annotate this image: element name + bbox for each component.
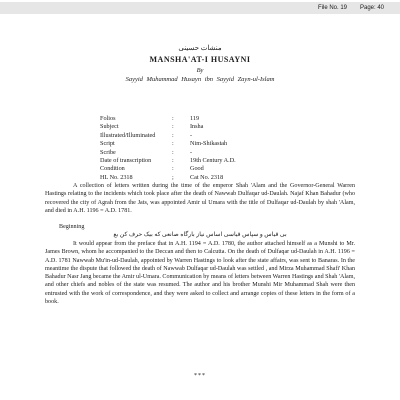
metadata-row bbox=[100, 140, 320, 148]
metadata-separator: : bbox=[172, 156, 174, 164]
metadata-value: 119 bbox=[190, 115, 200, 122]
metadata-label: Scribe bbox=[100, 148, 116, 156]
author-name: Sayyid Muhammad Husayn ibn Sayyid Zayn-ul-Islam bbox=[125, 76, 275, 83]
metadata-label: Subject bbox=[100, 123, 119, 131]
metadata-label: Illustrated/Illuminated bbox=[100, 131, 156, 139]
metadata-separator: ; bbox=[172, 173, 174, 181]
metadata-row bbox=[100, 165, 320, 173]
description-paragraph: A collection of letters written during the time of the emperor Shah 'Alam and the Governor-General Warren Hastings relating to the incidents which took place after the death of Nawwab Dulfaqar ud-Daulah. Najaf Khan Bahadur (who recovered the city of Agrah from the Jats, was appointed Amir ul Umara with the title of Dulfaqar ud-Daulah by shah 'Alam, and died in A.H. 1196 = A.D. 1781. bbox=[45, 183, 355, 214]
metadata-value: 19th Century A.D. bbox=[190, 156, 236, 164]
metadata-separator: : bbox=[172, 123, 174, 131]
metadata-label: Condition bbox=[100, 165, 125, 173]
metadata-row bbox=[100, 149, 320, 157]
metadata-separator: : bbox=[172, 131, 174, 139]
metadata-value: - bbox=[190, 131, 193, 139]
end-mark: *** bbox=[194, 373, 206, 379]
persian-title: منشات حسینی bbox=[178, 44, 222, 52]
preface-paragraph: It would appear from the preface that in A.H. 1194 = A.D. 1780, the author attached himself as a Munshi to Mr. James Brown, whom he accompanied to the Deccan and then to Calcutta. On the death of Dulfaqar ud-Daulah in A.H. 1196 = A.D. 1781 Nawwab Mu'in-ud-Daulah, appointed by Warren Hastings to look after the state affairs, was sent to Banaras. In the meantime the dispute that followed the death of Nawwab Dulfaqar ud-Daulah was settled , and Mirza Muhammad Shafi' Khan Bahadur Nasr Jang became the Amir ul-Umara. Communication by means of letters between Warren Hastings and Shah 'Alam, and other chiefs and nobles of the state was resumed. The author and his brother Munshi Mir Muhammad Shah were then entrusted with the work of correspondence, and they were asked to collect and arrange copies of these letters in the form of a book. bbox=[45, 241, 356, 306]
metadata-value: Good bbox=[190, 165, 204, 173]
metadata-separator: : bbox=[172, 165, 174, 173]
beginning-persian-text: بی قیاس و سپاس قیاسی اساس نیاز بارگاه صانعی که بیک حرف کن بع bbox=[113, 232, 287, 238]
metadata-value: - bbox=[190, 148, 193, 156]
metadata-separator: : bbox=[172, 140, 174, 148]
metadata-row bbox=[100, 123, 320, 131]
metadata-row bbox=[100, 174, 320, 182]
metadata-value: Insha bbox=[190, 123, 204, 131]
file-number: File No. 19 bbox=[318, 5, 348, 11]
metadata-row bbox=[100, 157, 320, 165]
catalog-metadata bbox=[100, 115, 320, 182]
metadata-label: Date of transcription bbox=[100, 156, 152, 164]
metadata-label: Script bbox=[100, 140, 115, 148]
metadata-value: Nim-Shikastah bbox=[190, 140, 228, 148]
by-label: By bbox=[196, 67, 204, 74]
metadata-row bbox=[100, 132, 320, 140]
page-number: Page: 40 bbox=[360, 5, 385, 11]
manuscript-title: MANSHA'AT-I HUSAYNI bbox=[149, 55, 251, 64]
beginning-label: Beginning bbox=[59, 224, 85, 230]
file-info-bar bbox=[0, 2, 400, 14]
metadata-label: HL No. 2318 bbox=[100, 173, 133, 181]
metadata-separator: : bbox=[172, 148, 174, 156]
metadata-row bbox=[100, 115, 320, 123]
metadata-label: Folios bbox=[100, 115, 116, 122]
metadata-separator: : bbox=[172, 115, 174, 122]
metadata-value: Cat No. 2318 bbox=[190, 173, 224, 181]
